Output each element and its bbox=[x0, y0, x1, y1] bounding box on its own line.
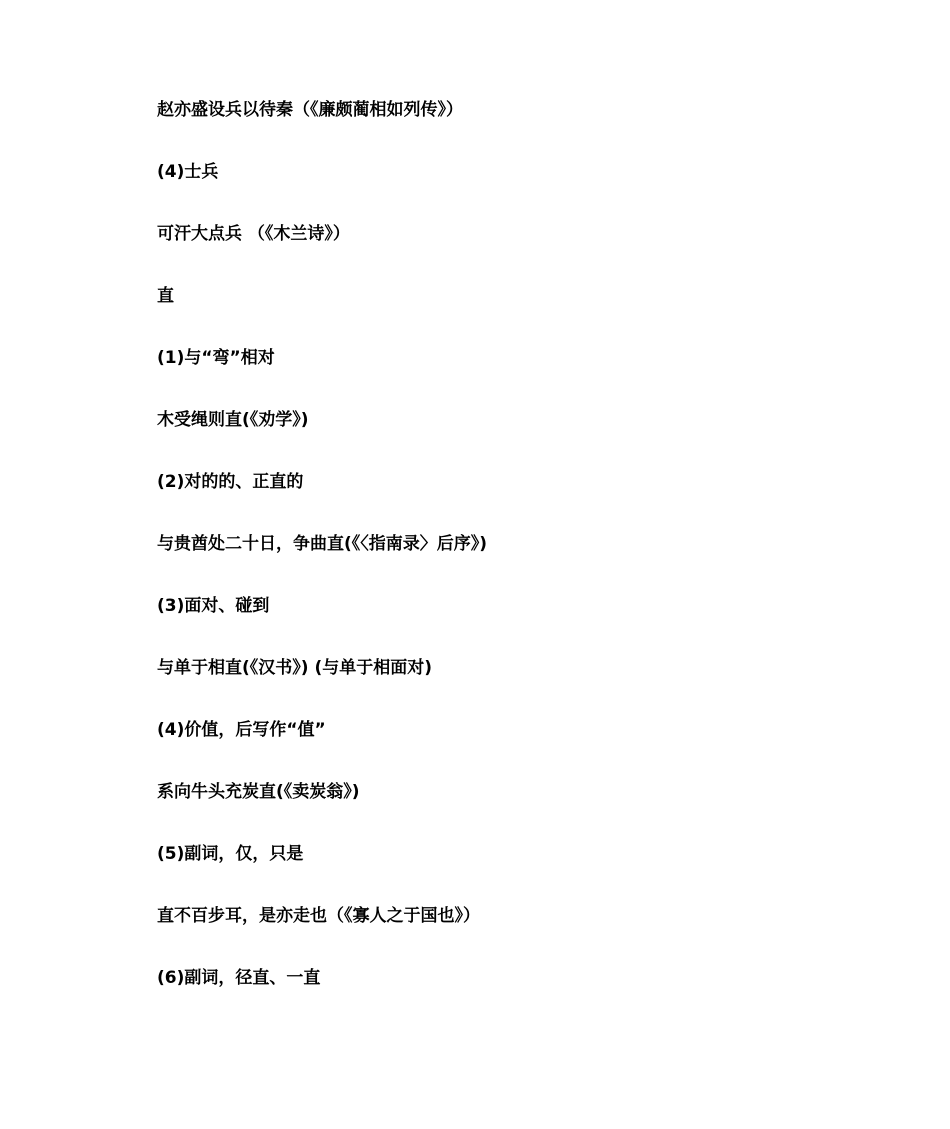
entry-heading: 直 bbox=[157, 286, 174, 306]
example-sentence-line: 木受绳则直(《劝学》) bbox=[157, 410, 309, 430]
definition-line: (2)对的的、正直的 bbox=[157, 472, 304, 492]
example-sentence-line: 可汗大点兵 （《木兰诗》） bbox=[157, 224, 350, 244]
example-sentence-line: 系向牛头充炭直(《卖炭翁》) bbox=[157, 782, 360, 802]
definition-line: (1)与“弯”相对 bbox=[157, 348, 275, 368]
example-sentence-line: 直不百步耳，是亦走也（《寡人之于国也》） bbox=[157, 906, 480, 926]
example-sentence-line: 与单于相直(《汉书》) (与单于相面对) bbox=[157, 658, 432, 678]
definition-line: (5)副词，仅，只是 bbox=[157, 844, 304, 864]
example-sentence-line: 与贵酋处二十日，争曲直(《〈指南录〉后序》) bbox=[157, 534, 488, 554]
example-sentence-line: 赵亦盛设兵以待秦（《廉颇蔺相如列传》） bbox=[157, 100, 463, 120]
definition-line: (6)副词，径直、一直 bbox=[157, 968, 321, 988]
definition-line: (4)士兵 bbox=[157, 162, 219, 182]
definition-line: (4)价值，后写作“值” bbox=[157, 720, 326, 740]
definition-line: (3)面对、碰到 bbox=[157, 596, 270, 616]
